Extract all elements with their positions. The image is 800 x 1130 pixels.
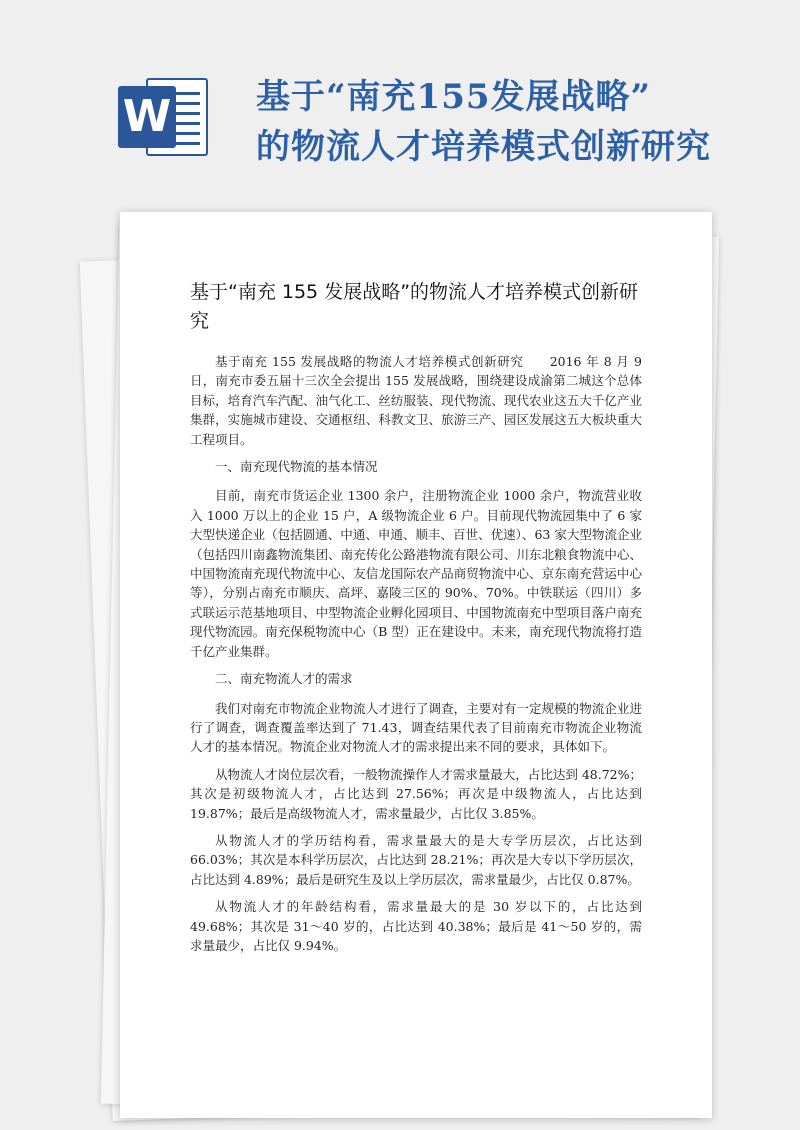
header-banner: [0, 0, 800, 210]
paragraph-age: 从物流人才的年龄结构看，需求量最大的是 30 岁以下的，占比达到 49.68%；其次是 31～40 岁的，占比达到 40.38%；最后是 41～50 岁的，需求量最少，占比仅 9.94%。: [190, 899, 642, 953]
word-w-badge: W: [118, 86, 176, 148]
document-page: [120, 212, 712, 1118]
document-title: 基于“南充 155 发展战略”的物流人才培养模式创新研究: [190, 281, 639, 332]
header-title: [256, 72, 711, 172]
word-document-icon: [110, 72, 210, 162]
paragraph-intro: 基于南充 155 发展战略的物流人才培养模式创新研究 2016 年 8 月 9 日，南充市委五届十三次全会提出 155 发展战略，围绕建设成渝第二城这个总体目标，培育汽车汽配、油气化工、丝纺服装、现代物流、现代农业这五大千亿产业集群，实施城市建设、交通枢纽、科教文卫、旅游三产、园区发展这五大板块重大工程项目。: [190, 354, 642, 447]
header-title-line-1: 基于“南充155发展战略”: [256, 77, 652, 117]
document-body: [190, 352, 642, 963]
section-heading-2: 二、南充物流人才的需求: [215, 671, 353, 687]
paragraph-logistics-overview: 目前，南充市货运企业 1300 余户，注册物流企业 1000 余户，物流营业收入 1000 万以上的企业 15 户，A 级物流企业 6 户。目前现代物流园集中了 6 家大型快递企业（包括圆通、中通、申通、顺丰、百世、优速）、63 家大型物流企业（包括四川南鑫物流集团、南充传化公路港物流有限公司、川东北粮食物流中心、中国物流南充现代物流中心、友信龙国际农产品商贸物流中心、京东南充营运中心等），分别占南充市顺庆、高坪、嘉陵三区的 90%、70%。中铁联运（四川）多式联运示范基地项目、中型物流企业孵化园项目、中国物流南充中型项目落户南充现代物流园。南充保税物流中心（B 型）正在建设中。未来，南充现代物流将打造千亿产业集群。: [190, 488, 642, 659]
section-heading-1: 一、南充现代物流的基本情况: [215, 459, 378, 475]
paragraph-survey: 我们对南充市物流企业物流人才进行了调查，主要对有一定规模的物流企业进行了调查，调查覆盖率达到了 71.43，调查结果代表了目前南充市物流企业物流人才的基本情况。物流企业对物流人才的需求提出来不同的要求，具体如下。: [190, 700, 642, 755]
header-title-line-2: 的物流人才培养模式创新研究: [256, 127, 711, 167]
paragraph-education: 从物流人才的学历结构看，需求量最大的是大专学历层次，占比达到 66.03%；其次是本科学历层次，占比达到 28.21%；再次是大专以下学历层次，占比达到 4.89%；最后是研究生及以上学历层次，需求量最少，占比仅 0.87%。: [190, 832, 642, 887]
paragraph-job-level: 从物流人才岗位层次看，一般物流操作人才需求量最大，占比达到 48.72%；其次是初级物流人才，占比达到 27.56%；再次是中级物流人，占比达到 19.87%；最后是高级物流人才，需求量最少，占比仅 3.85%。: [190, 766, 642, 821]
